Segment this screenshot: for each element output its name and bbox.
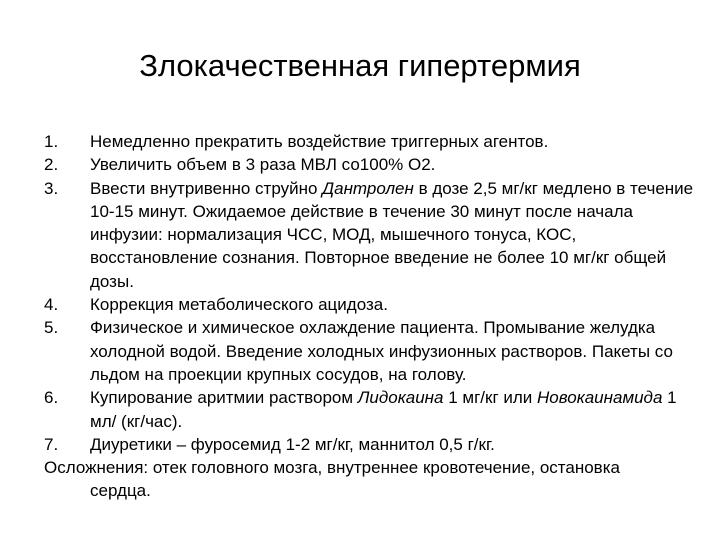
complications-paragraph bbox=[44, 456, 694, 503]
item-number: 7. bbox=[44, 434, 59, 454]
item-text: Диуретики – фуросемид 1-2 мг/кг, маннитол 0,5 г/кг. bbox=[90, 434, 495, 454]
item-text: 1 мг/кг или bbox=[443, 388, 538, 408]
item-number: 1. bbox=[44, 132, 59, 151]
item-text: в дозе 2,5 мг/кг медлено в течение 10-15 минут. Ожидаемое действие в течение 30 минут после начала инфузии: нормализация ЧСС, МОД, мышечного тонуса, КОС, восстановление сознания. Повторное введение не более 10 мг/кг общей дозы. bbox=[90, 178, 694, 291]
item-number: 2. bbox=[44, 155, 59, 175]
slide-title: Злокачественная гипертермия bbox=[139, 48, 581, 83]
treatment-list bbox=[44, 130, 694, 503]
item-text: Ввести внутривенно струйно bbox=[90, 178, 323, 198]
item-text: 1 мл/ (кг/час). bbox=[90, 388, 677, 431]
complications-label: Осложнения: bbox=[44, 458, 149, 478]
item-number: 5. bbox=[44, 318, 59, 338]
item-number: 4. bbox=[44, 295, 59, 315]
item-text: Купирование аритмии раствором bbox=[90, 388, 358, 408]
item-text: Физическое и химическое охлаждение пациента. Промывание желудка холодной водой. Введение холодных инфузионных растворов. Пакеты со льдом на проекции крупных сосудов, на голову. bbox=[90, 318, 673, 384]
list-item-2 bbox=[44, 153, 694, 176]
list-item-4 bbox=[44, 293, 694, 316]
complications-text-continued: сердца. bbox=[90, 481, 151, 501]
item-number: 6. bbox=[44, 388, 59, 408]
list-item-6 bbox=[44, 386, 694, 433]
drug-name: Лидокаина bbox=[357, 388, 444, 408]
list-item-5 bbox=[44, 316, 694, 386]
drug-name: Новокаинамида bbox=[537, 388, 663, 408]
item-text: Немедленно прекратить воздействие триггерных агентов. bbox=[90, 132, 549, 151]
list-item-7 bbox=[44, 433, 694, 456]
item-number: 3. bbox=[44, 178, 59, 198]
list-item-1 bbox=[44, 130, 694, 153]
complications-text: отек головного мозга, внутреннее кровотечение, остановка bbox=[148, 458, 620, 478]
item-text: Коррекция метаболического ацидоза. bbox=[90, 295, 388, 315]
drug-name: Дантролен bbox=[322, 178, 414, 198]
list-item-3 bbox=[44, 177, 694, 293]
item-text: Увеличить объем в 3 раза МВЛ со100% О2. bbox=[90, 155, 436, 175]
